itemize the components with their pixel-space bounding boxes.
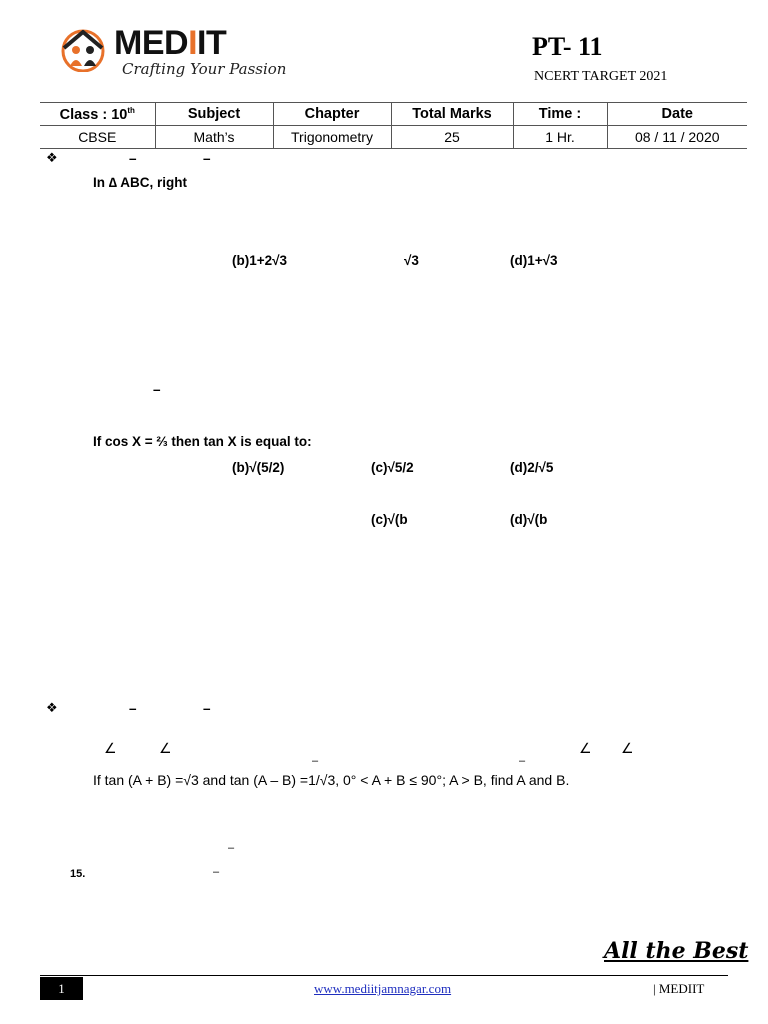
header-date: Date <box>607 103 747 126</box>
value-date: 08 / 11 / 2020 <box>607 126 747 149</box>
question-number: 15. <box>70 868 86 880</box>
question-text: If cos X = ⅔ then tan X is equal to: <box>93 434 312 449</box>
page-number: 1 <box>40 977 83 1000</box>
dash-mark: – <box>519 755 526 767</box>
closing-message: All the Best <box>604 938 749 964</box>
question-text: In ∆ ABC, right <box>93 175 187 190</box>
option-d: (d)√(b <box>510 512 548 527</box>
header-class: Class : 10th <box>40 103 155 126</box>
option-d: (d)1+√3 <box>510 253 558 268</box>
angle-symbol: ∠ <box>104 740 117 756</box>
logo-wordmark: MEDIIT <box>114 24 227 62</box>
logo-tagline: Crafting Your Passion <box>122 60 287 78</box>
header-total-marks: Total Marks <box>391 103 513 126</box>
option-b: (b)√(5/2) <box>232 460 285 475</box>
section-dash: – <box>203 701 211 716</box>
header-time: Time : <box>513 103 607 126</box>
angle-symbol: ∠ <box>579 740 592 756</box>
section-dash: – <box>203 151 211 166</box>
section-bullet-icon: ❖ <box>46 700 58 715</box>
angle-symbol: ∠ <box>159 740 172 756</box>
dash-mark: – <box>153 382 161 397</box>
mediit-logo <box>58 24 287 82</box>
table-header-row <box>40 103 747 126</box>
question-text: If tan (A + B) =√3 and tan (A – B) =1/√3, 0° < A + B ≤ 90°; A > B, find A and B. <box>93 772 570 788</box>
test-info-table <box>40 102 747 149</box>
angle-symbol: ∠ <box>621 740 634 756</box>
test-code: PT- 11 <box>532 32 603 61</box>
section-dash: – <box>129 151 137 166</box>
section-bullet-icon: ❖ <box>46 150 58 165</box>
value-class: CBSE <box>40 126 155 149</box>
target-label: NCERT TARGET 2021 <box>534 69 668 84</box>
dash-mark: – <box>312 755 319 767</box>
option-c: (c)√(b <box>371 512 408 527</box>
option-b: (b)1+2√3 <box>232 253 288 268</box>
value-time: 1 Hr. <box>513 126 607 149</box>
value-total-marks: 25 <box>391 126 513 149</box>
option-d: (d)2/√5 <box>510 460 554 475</box>
header-chapter: Chapter <box>273 103 391 126</box>
logo-house-icon <box>58 26 108 72</box>
footer-divider <box>40 975 728 976</box>
option-c: (c)√5/2 <box>371 460 414 475</box>
value-subject: Math’s <box>155 126 273 149</box>
value-chapter: Trigonometry <box>273 126 391 149</box>
table-value-row <box>40 126 747 149</box>
header-subject: Subject <box>155 103 273 126</box>
option-c: √3 <box>404 253 419 268</box>
website-link[interactable]: www.mediitjamnagar.com <box>314 981 452 996</box>
dash-mark: – <box>213 866 220 878</box>
section-dash: – <box>129 701 137 716</box>
dash-mark: – <box>228 842 235 854</box>
footer-brand: | MEDIIT <box>653 981 705 996</box>
